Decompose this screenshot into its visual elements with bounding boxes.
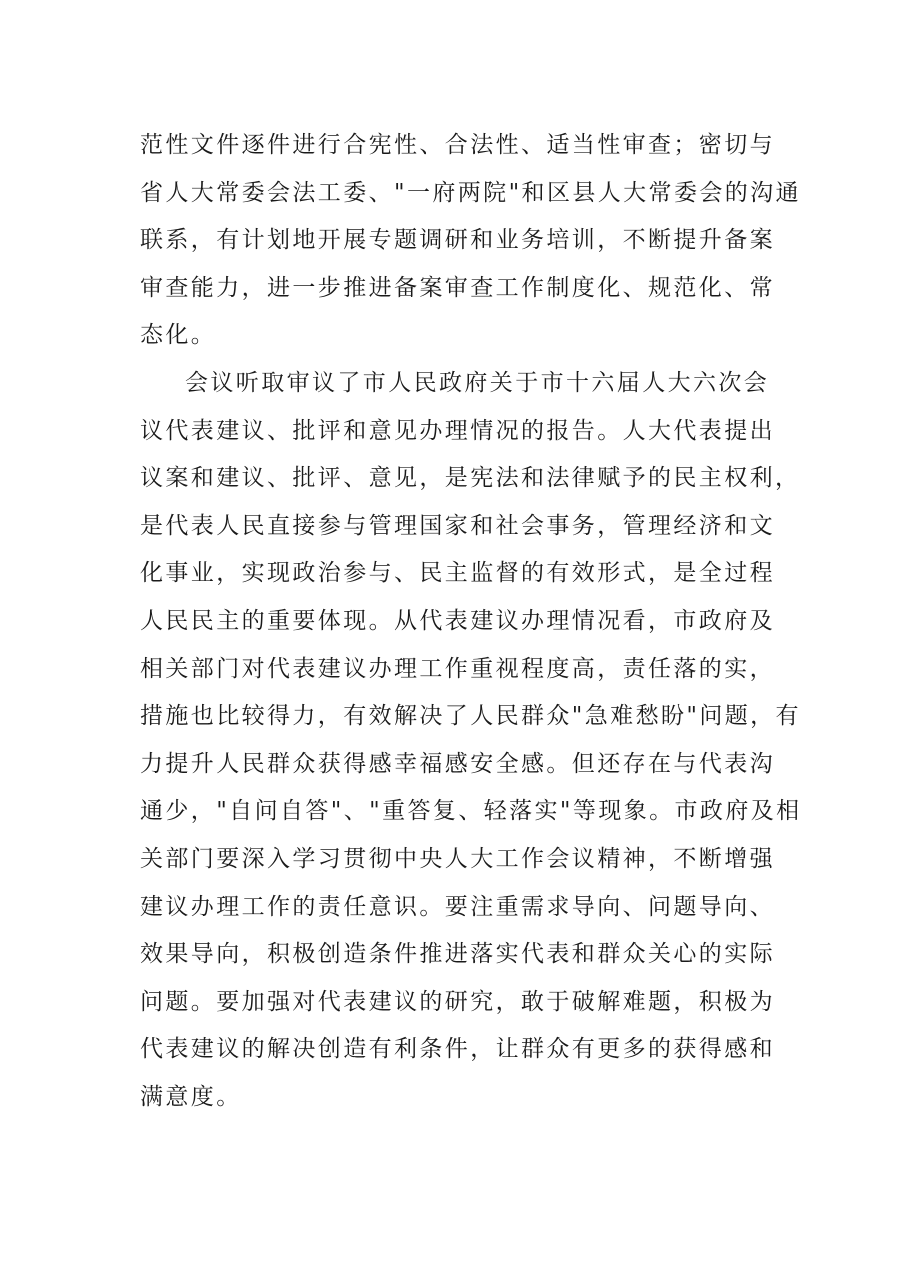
text-line: 会议听取审议了市人民政府关于市十六届人大六次会 <box>185 369 770 396</box>
text-line: 相关部门对代表建议办理工作重视程度高，责任落的实， <box>140 655 775 682</box>
text-line: 范性文件逐件进行合宪性、合法性、适当性审查；密切与 <box>140 132 775 158</box>
text-line: 态化。 <box>140 322 217 349</box>
text-line: 省人大常委会法工委、"一府两院"和区县人大常委会的沟通 <box>140 179 801 206</box>
paragraph-1 <box>140 122 801 360</box>
text-line: 审查能力，进一步推进备案审查工作制度化、规范化、常 <box>140 274 775 301</box>
text-line: 效果导向，积极创造条件推进落实代表和群众关心的实际 <box>140 941 775 968</box>
text-line: 议案和建议、批评、意见，是宪法和法律赋予的民主权利， <box>140 465 801 492</box>
text-line: 关部门要深入学习贯彻中央人大工作会议精神，不断增强 <box>140 845 775 872</box>
document-body <box>140 122 802 1121</box>
text-line: 通少，"自问自答"、"重答复、轻落实"等现象。市政府及相 <box>140 798 802 825</box>
text-line: 代表建议的解决创造有利条件，让群众有更多的获得感和 <box>140 1036 775 1063</box>
text-line: 问题。要加强对代表建议的研究，敢于破解难题，积极为 <box>140 988 775 1015</box>
text-line: 化事业，实现政治参与、民主监督的有效形式，是全过程 <box>140 560 775 587</box>
text-line: 联系，有计划地开展专题调研和业务培训，不断提升备案 <box>140 227 775 254</box>
paragraph-2 <box>140 360 802 1122</box>
text-line: 满意度。 <box>140 1083 242 1110</box>
text-line: 人民民主的重要体现。从代表建议办理情况看，市政府及 <box>140 607 775 634</box>
text-line: 力提升人民群众获得感幸福感安全感。但还存在与代表沟 <box>140 750 775 777</box>
text-line: 是代表人民直接参与管理国家和社会事务，管理经济和文 <box>140 512 775 539</box>
text-line: 议代表建议、批评和意见办理情况的报告。人大代表提出 <box>140 417 775 444</box>
text-line: 建议办理工作的责任意识。要注重需求导向、问题导向、 <box>140 893 775 920</box>
text-line: 措施也比较得力，有效解决了人民群众"急难愁盼"问题，有 <box>140 703 801 730</box>
